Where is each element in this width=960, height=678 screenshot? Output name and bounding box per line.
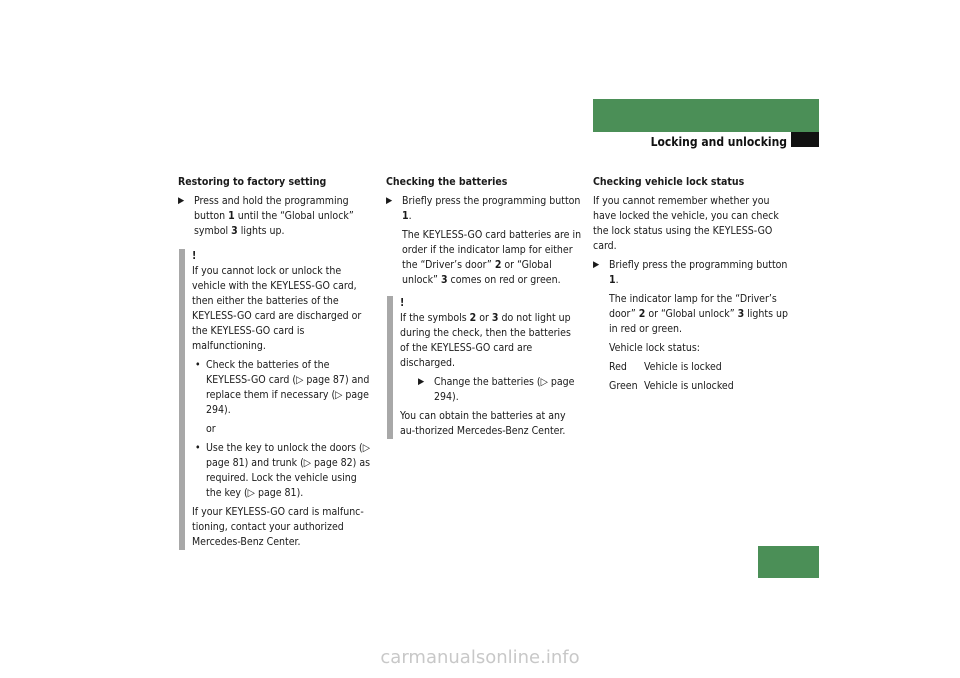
subsection-title: Locking and unlocking [650, 135, 787, 149]
info-text: The KEYLESS-GO card batteries are in order if the indicator lamp for either the “Driver’s door” [402, 229, 582, 271]
note-or: or [206, 423, 216, 435]
ref-number: 1 [609, 274, 616, 286]
bullet-icon: • [195, 442, 201, 454]
ref-number: 3 [737, 308, 745, 320]
note-bar [387, 296, 393, 439]
note-outro: You can obtain the batteries at any au-thorized Mercedes-Benz Center. [400, 410, 566, 437]
note-intro [400, 311, 582, 371]
ref-number: 3 [440, 274, 448, 286]
instruction-step [593, 258, 789, 288]
step-text: lights up. [237, 225, 285, 237]
ref-number: 3 [491, 312, 499, 324]
heading-restoring: Restoring to factory setting [178, 176, 327, 188]
step-text: . [615, 274, 619, 286]
instruction-step [178, 194, 374, 239]
ref-number: 1 [402, 210, 409, 222]
status-text: Vehicle is unlocked [644, 380, 734, 392]
warning-note [178, 249, 374, 550]
step-arrow-icon: ▶ [593, 260, 600, 270]
status-row-green [593, 379, 789, 394]
note-bullet [192, 358, 374, 418]
status-color: Green [609, 380, 638, 392]
step-text: Press and hold the programming button [194, 195, 349, 222]
header-marker [791, 132, 819, 147]
note-bar [179, 249, 185, 550]
note-outro: If your KEYLESS-GO card is malfunc-tioning, contact your authorized Mercedes-Benz Center. [192, 506, 364, 548]
ref-number: 2 [494, 259, 502, 271]
warning-icon: ! [192, 250, 197, 262]
status-row-red [593, 360, 789, 375]
step-text: until the “Global unlock” symbol [194, 210, 354, 237]
lamp-info [593, 292, 789, 337]
step-arrow-icon: ▶ [386, 196, 393, 206]
heading-batteries: Checking the batteries [386, 176, 508, 188]
battery-info [386, 228, 582, 288]
info-text: or “Global unlock” [402, 259, 552, 286]
watermark-text: carmanualsonline.info [380, 647, 580, 668]
column-lock-status [593, 175, 789, 398]
info-text: The indicator lamp for the “Driver’s door” [609, 293, 777, 320]
instruction-step [386, 194, 582, 224]
ref-number: 3 [231, 225, 238, 237]
page-number-box [758, 546, 819, 578]
section-title: Controls in detail [823, 114, 928, 128]
column-factory-setting [178, 175, 374, 550]
status-label: Vehicle lock status: [609, 342, 700, 354]
ref-number: 1 [228, 210, 235, 222]
warning-note [386, 296, 582, 439]
note-bullet [192, 441, 374, 501]
status-color: Red [609, 361, 627, 373]
info-text: or “Global unlock” [645, 308, 738, 320]
page-number: 87 [911, 547, 927, 561]
bullet-icon: • [195, 359, 201, 371]
info-text: comes on red or green. [447, 274, 561, 286]
note-intro: If you cannot lock or unlock the vehicle with the KEYLESS-GO card, then either the batteries of the KEYLESS-GO card are discharged or the KEYLESS-GO card is malfunctioning. [192, 265, 362, 352]
info-text: lights up in red or green. [609, 308, 789, 335]
step-text: Briefly press the programming button [402, 195, 581, 207]
ref-number: 2 [638, 308, 646, 320]
note-text: do not light up during the check, then the batteries of the KEYLESS-GO card are discharged. [400, 312, 571, 369]
step-text: Change the batteries (▷ page 294). [434, 376, 575, 403]
status-text: Vehicle is locked [644, 361, 722, 373]
heading-lock-status: Checking vehicle lock status [593, 176, 745, 188]
ref-number: 2 [469, 312, 477, 324]
note-text: or [476, 312, 492, 324]
bullet-text: Use the key to unlock the doors (▷ page 81) and trunk (▷ page 82) as required. Lock the vehicle using the key (▷ page 81). [206, 442, 371, 499]
step-arrow-icon: ▶ [178, 196, 185, 206]
step-arrow-icon: ▶ [418, 377, 425, 387]
note-step [418, 375, 582, 405]
note-text: If the symbols [400, 312, 470, 324]
bullet-text: Check the batteries of the KEYLESS-GO card (▷ page 87) and replace them if necessary (▷ page 294). [206, 359, 370, 416]
step-text: . [408, 210, 412, 222]
section-header-band [593, 99, 819, 132]
warning-icon: ! [400, 297, 405, 309]
step-text: Briefly press the programming button [609, 259, 788, 271]
lock-status-intro: If you cannot remember whether you have locked the vehicle, you can check the lock status using the KEYLESS-GO card. [593, 195, 779, 252]
column-checking-batteries [386, 175, 582, 439]
